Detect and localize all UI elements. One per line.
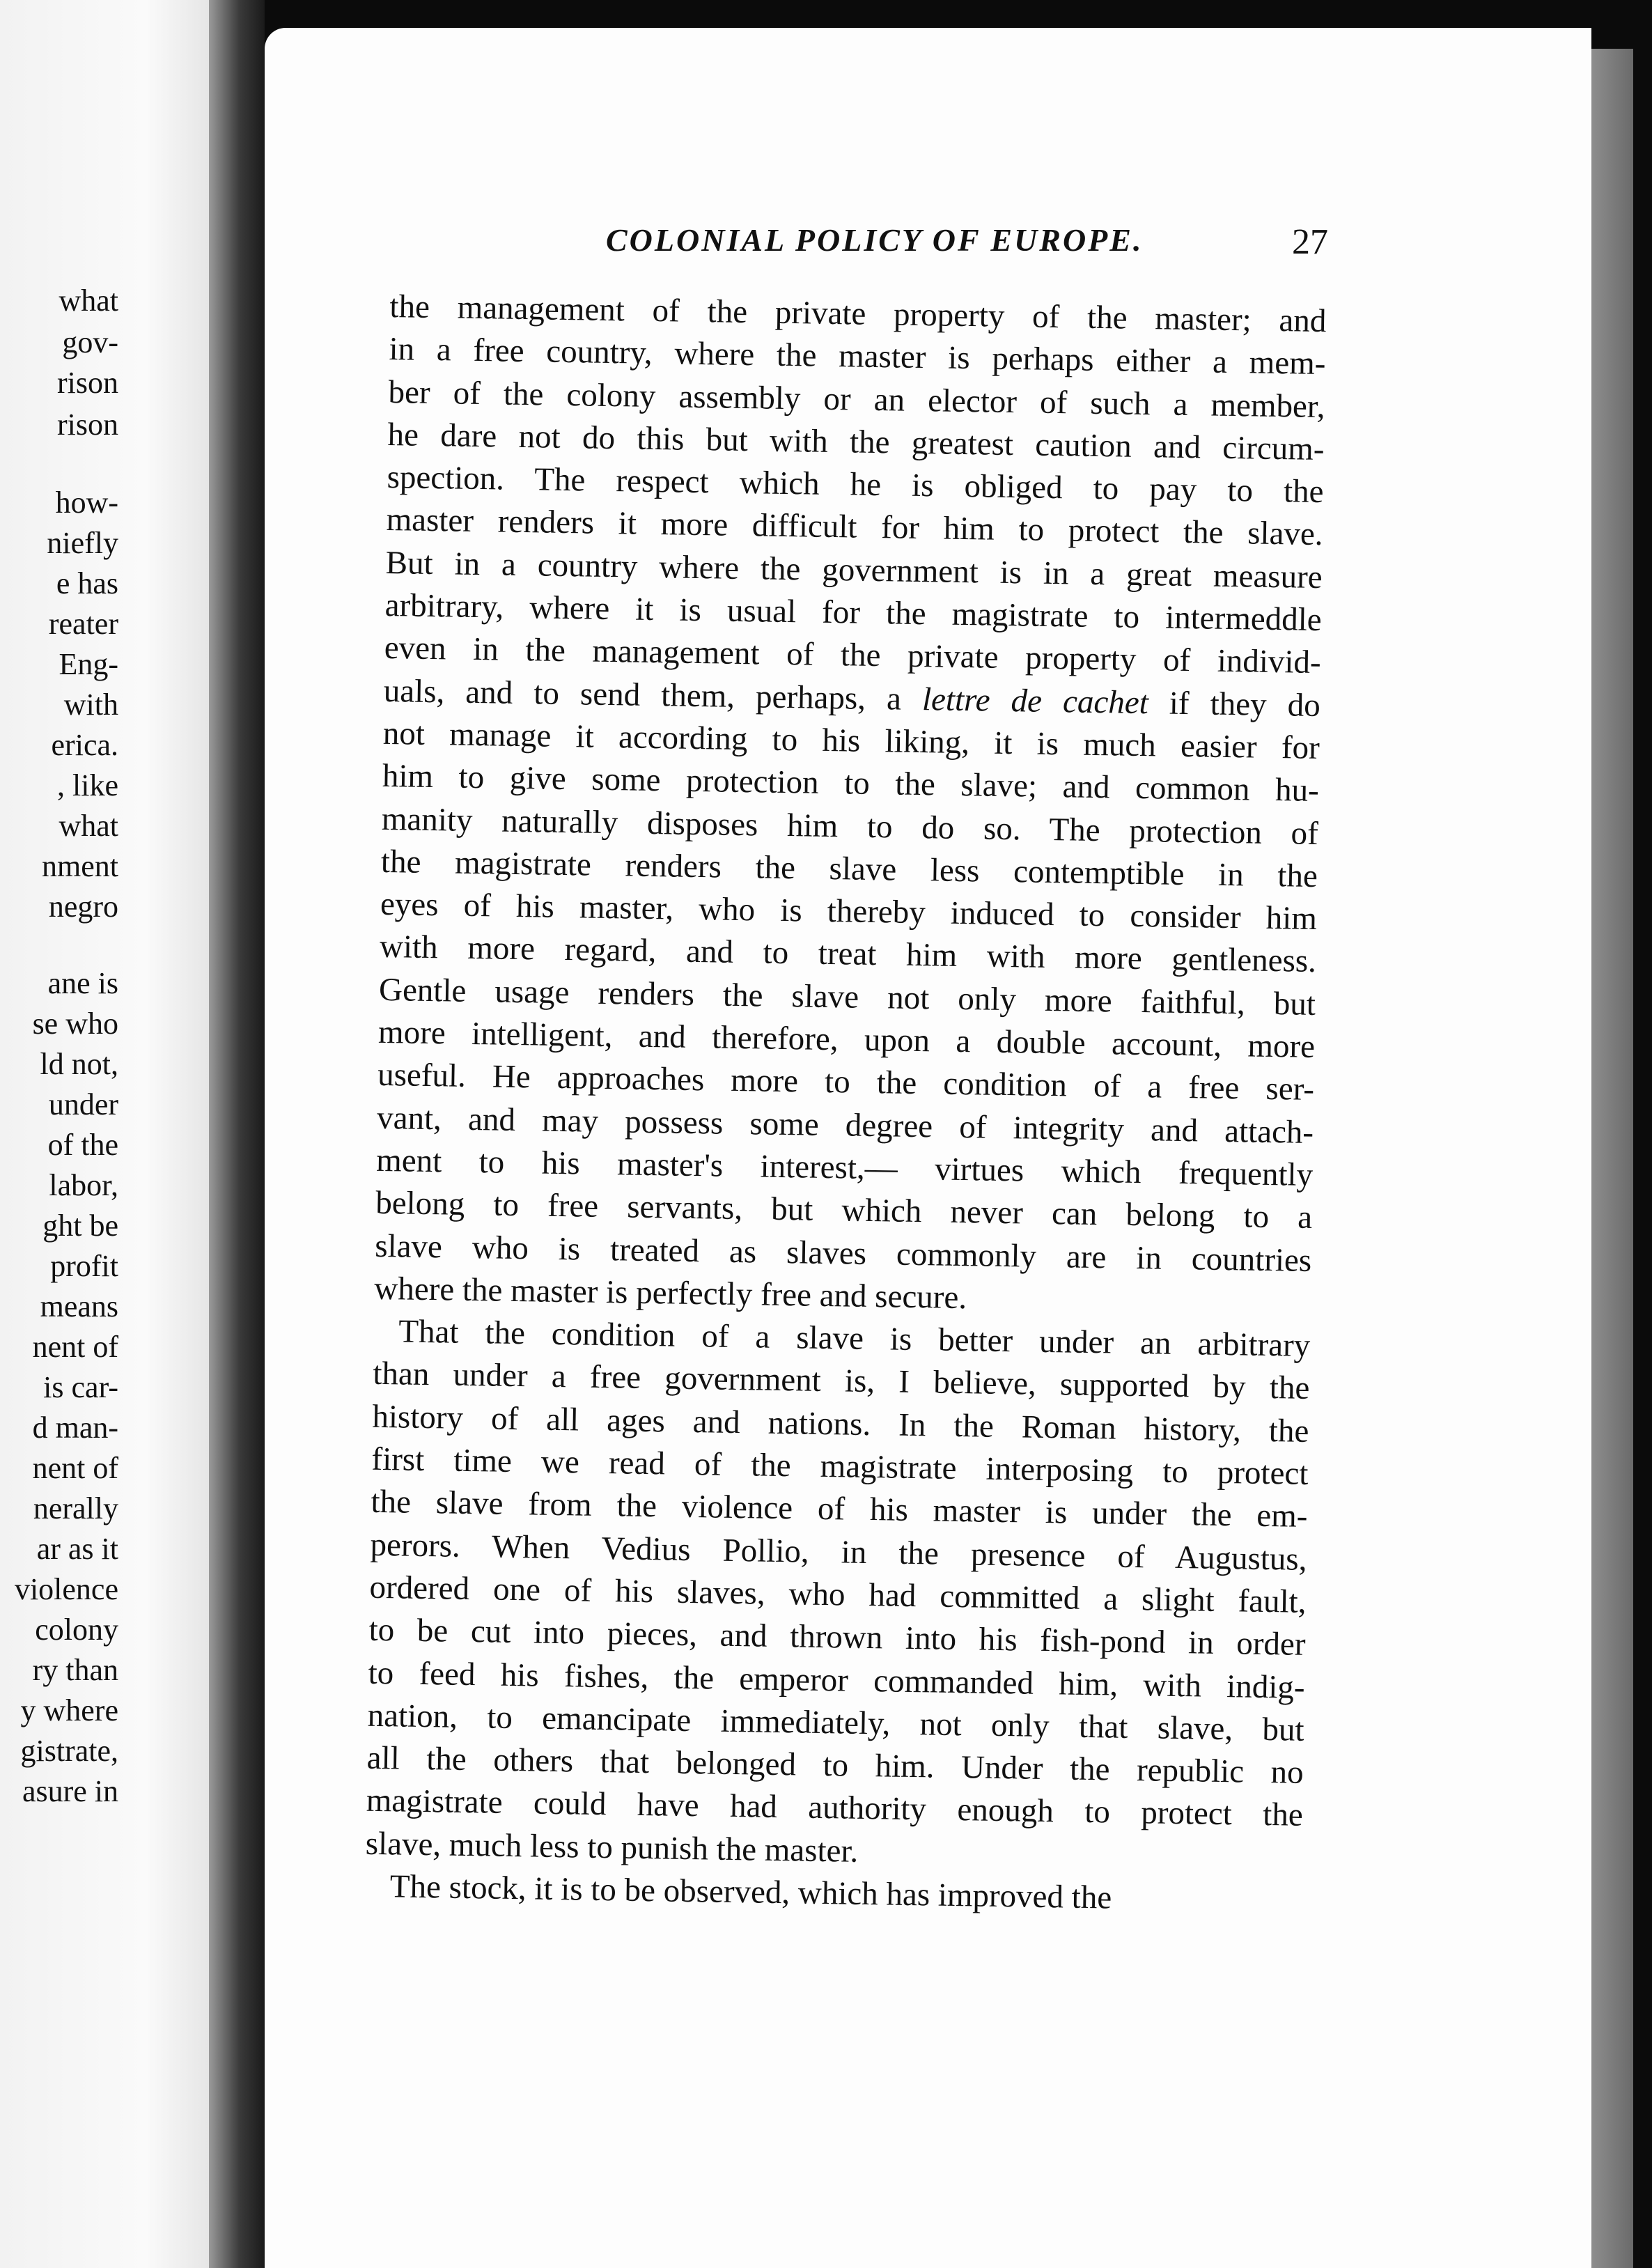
left-page-fragment-line: negro xyxy=(48,890,118,924)
body-line: the management of the private property of the master; and xyxy=(389,288,1327,340)
body-line: arbitrary, where it is usual for the magistrate to intermeddle xyxy=(384,587,1323,639)
left-page-fragment-line: gov- xyxy=(62,325,118,359)
body-line: master renders it more difficult for him to protect the slave. xyxy=(386,502,1323,553)
body-line: the slave from the violence of his master is under the em- xyxy=(371,1484,1308,1535)
body-line: magistrate could have had authority enough to protect the xyxy=(366,1782,1304,1834)
body-line: That the condition of a slave is better under an arbitrary xyxy=(398,1313,1311,1365)
body-line: slave who is treated as slaves commonly are in countries xyxy=(374,1227,1312,1279)
left-page-fragment-line: colony xyxy=(35,1613,118,1647)
body-line: to feed his fishes, the emperor commanded him, with indig- xyxy=(368,1654,1305,1706)
body-line: Gentle usage renders the slave not only more faithful, but xyxy=(378,971,1316,1023)
left-page-fragment-line: nerally xyxy=(33,1491,118,1525)
left-page-fragment-line: Eng- xyxy=(59,647,118,681)
left-page-fragment-line: se who xyxy=(32,1007,118,1041)
body-line: history of all ages and nations. In the Roman history, the xyxy=(372,1398,1309,1450)
body-line: not manage it according to his liking, it is much easier for xyxy=(382,715,1320,767)
left-page-fragment-line: is car- xyxy=(43,1370,118,1404)
body-line: But in a country where the government is in a great measure xyxy=(385,544,1323,596)
book-gutter xyxy=(209,0,265,2268)
body-line: first time we read of the magistrate interposing to protect xyxy=(371,1440,1309,1492)
body-line: the magistrate renders the slave less contemptible in the xyxy=(380,843,1318,894)
left-page-fragment-line: gistrate, xyxy=(20,1734,118,1768)
body-line: ordered one of his slaves, who had committed a slight fault, xyxy=(369,1569,1307,1620)
body-line: where the master is perfectly free and secure. xyxy=(373,1270,967,1316)
body-line: vant, and may possess some degree of integrity and attach- xyxy=(376,1099,1314,1151)
body-line: in a free country, where the master is perhaps either a mem- xyxy=(389,331,1326,382)
running-head: COLONIAL POLICY OF EUROPE. xyxy=(606,222,1144,258)
body-line-text: if they do xyxy=(1148,684,1321,724)
body-line: eyes of his master, who is thereby induced to consider him xyxy=(380,886,1318,938)
left-page-fragment-line: how- xyxy=(55,486,118,520)
left-page-fragment-line: erica. xyxy=(51,728,118,762)
body-text xyxy=(364,286,1326,1923)
left-page-fragment-line: nent of xyxy=(32,1451,118,1485)
left-page-fragment-line: asure in xyxy=(22,1774,118,1808)
left-page-fragment-line: labor, xyxy=(49,1168,118,1202)
body-line: more intelligent, and therefore, upon a double account, more xyxy=(377,1013,1316,1066)
left-page-fragment-line: ght be xyxy=(42,1209,118,1243)
left-page-fragment-line: reater xyxy=(48,607,118,641)
body-line-text: uals, and to send them, perhaps, a xyxy=(383,672,923,717)
left-page-fragment-line: rison xyxy=(57,407,118,442)
left-page-fragment-line: what xyxy=(59,809,118,843)
body-line: even in the management of the private property of individ- xyxy=(384,630,1322,681)
body-line: nation, to emancipate immediately, not only that slave, but xyxy=(367,1697,1304,1748)
body-line: to be cut into pieces, and thrown into his fish-pond in order xyxy=(368,1611,1306,1663)
body-line: useful. He approaches more to the condition of a free ser- xyxy=(377,1057,1315,1108)
left-page-fragment-line: ar as it xyxy=(36,1532,118,1566)
left-page-fragment-line: e has xyxy=(56,566,118,600)
left-page-fragment-line: y where xyxy=(20,1693,118,1727)
left-page-fragment xyxy=(0,0,209,2268)
left-page-fragment-line: nment xyxy=(42,849,118,883)
left-page-fragment-line: profit xyxy=(50,1249,118,1283)
left-page-fragment-line: rison xyxy=(57,366,118,400)
left-page-fragment-line: niefly xyxy=(47,526,118,560)
page-number: 27 xyxy=(1292,222,1328,262)
body-line: than under a free government is, I believe, supported by the xyxy=(373,1356,1310,1407)
body-line: with more regard, and to treat him with more gentleness. xyxy=(379,929,1317,980)
left-page-fragment-line: , like xyxy=(57,768,118,802)
body-line: belong to free servants, but which never can belong to a xyxy=(375,1185,1313,1236)
italic-phrase: lettre de cachet xyxy=(921,681,1149,721)
left-page-fragment-line: of the xyxy=(47,1128,118,1162)
body-line: him to give some protection to the slave; and common hu- xyxy=(382,758,1320,809)
left-page-fragment-line: under xyxy=(48,1087,118,1121)
left-page-fragment-line: what xyxy=(59,284,118,318)
left-page-fragment-line: with xyxy=(63,688,118,722)
left-page-fragment-line: ry than xyxy=(32,1653,118,1687)
body-line: he dare not do this but with the greatest caution and circum- xyxy=(387,416,1325,467)
body-line: slave, much less to punish the master. xyxy=(365,1825,859,1870)
body-line: ment to his master's interest,— virtues which frequently xyxy=(375,1142,1314,1193)
left-page-fragment-line: ld not, xyxy=(40,1047,118,1081)
body-line: The stock, it is to be observed, which has improved the xyxy=(389,1868,1112,1916)
body-line: spection. The respect which he is obliged to pay to the xyxy=(387,459,1324,511)
left-page-fragment-line: violence xyxy=(14,1572,118,1606)
left-page-fragment-line: means xyxy=(40,1289,118,1323)
body-line: perors. When Vedius Pollio, in the presence of Augustus, xyxy=(370,1526,1307,1578)
body-line: manity naturally disposes him to do so. The protection of xyxy=(381,800,1319,852)
body-line: ber of the colony assembly or an elector of such a member, xyxy=(388,373,1325,425)
left-page-fragment-line: d man- xyxy=(32,1411,118,1445)
left-page-fragment-line: nent of xyxy=(32,1330,118,1364)
left-page-fragment-line: ane is xyxy=(47,966,118,1000)
body-line: all the others that belonged to him. Under the republic no xyxy=(366,1739,1304,1791)
